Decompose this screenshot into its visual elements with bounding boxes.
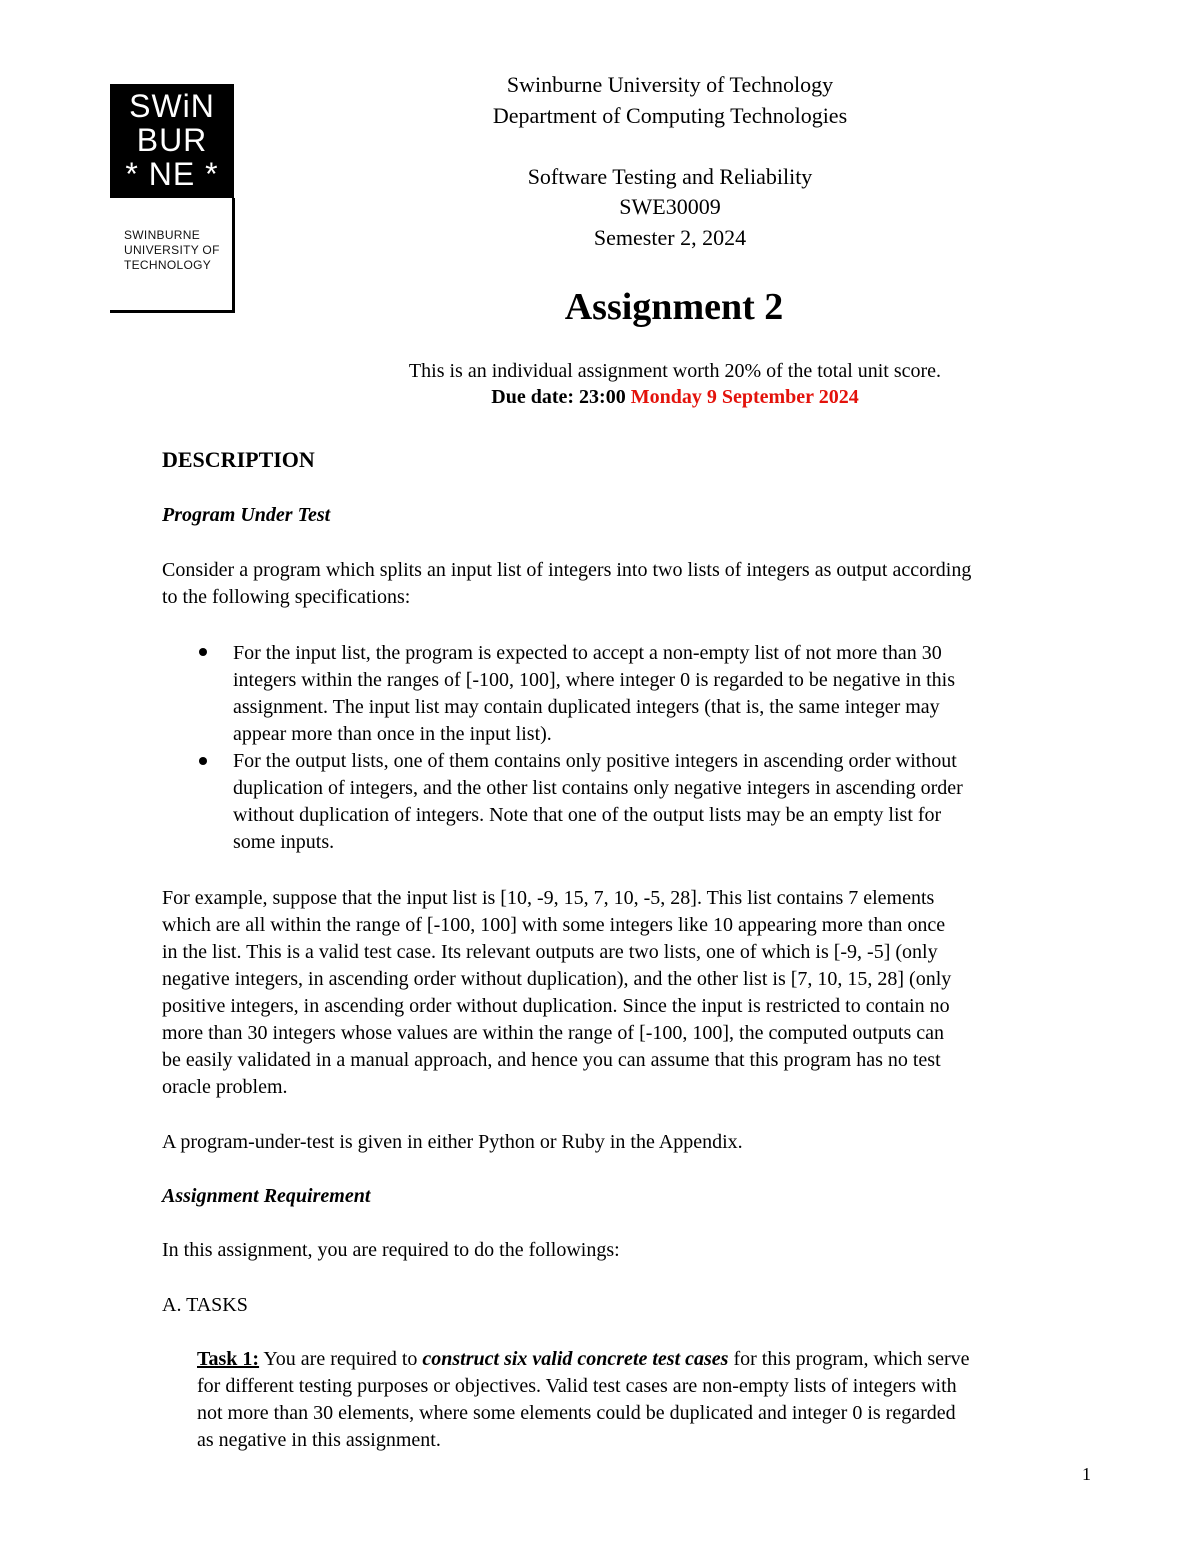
logo-wordmark-line-1: SWINBURNE bbox=[124, 228, 201, 242]
description-heading: DESCRIPTION bbox=[162, 447, 315, 472]
logo-mark-line-3: * NE * bbox=[125, 156, 219, 192]
task-1-emphasis: construct six valid concrete test cases bbox=[422, 1348, 729, 1370]
due-date-label: Due date: 23:00 bbox=[491, 386, 631, 408]
semester: Semester 2, 2024 bbox=[593, 225, 747, 250]
logo-wordmark-line-2: UNIVERSITY OF bbox=[124, 243, 220, 257]
assignment-requirement-heading: Assignment Requirement bbox=[162, 1185, 371, 1207]
logo-mark-line-1: SWiN bbox=[129, 88, 215, 124]
due-date-value: Monday 9 September 2024 bbox=[630, 386, 859, 408]
bullet-2-line: duplication of integers, and the other list contains only negative integers in ascending order bbox=[233, 777, 963, 799]
example-paragraph-line: which are all within the range of [-100, 100] with some integers like 10 appearing more than once bbox=[162, 914, 946, 936]
swinburne-logo bbox=[110, 84, 234, 312]
example-paragraph-line: be easily validated in a manual approach, and hence you can assume that this program has no test bbox=[162, 1049, 941, 1071]
appendix-note: A program-under-test is given in either Python or Ruby in the Appendix. bbox=[162, 1131, 743, 1153]
bullet-icon bbox=[199, 757, 207, 765]
task-1-label: Task 1: bbox=[197, 1348, 260, 1370]
bullet-1-line: appear more than once in the input list). bbox=[233, 723, 552, 745]
task-1-first-line bbox=[197, 1346, 970, 1373]
due-date-line bbox=[300, 386, 1050, 409]
requirement-intro: In this assignment, you are required to do the followings: bbox=[162, 1239, 620, 1261]
example-paragraph-line: more than 30 integers whose values are within the range of [-100, 100], the computed outputs can bbox=[162, 1022, 945, 1044]
task-1-text: for this program, which serve bbox=[728, 1348, 970, 1370]
example-paragraph-line: oracle problem. bbox=[162, 1076, 288, 1098]
unit-code: SWE30009 bbox=[619, 194, 721, 219]
logo-wordmark bbox=[124, 228, 234, 273]
university-name: Swinburne University of Technology bbox=[506, 72, 834, 97]
example-paragraph-line: positive integers, in ascending order without duplication. Since the input is restricted to contain no bbox=[162, 995, 950, 1017]
intro-paragraph-line: to the following specifications: bbox=[162, 586, 411, 608]
assignment-worth: This is an individual assignment worth 20% of the total unit score. bbox=[408, 360, 942, 382]
page-number: 1 bbox=[1082, 1464, 1091, 1484]
logo-mark bbox=[110, 84, 234, 198]
bullet-1-line: assignment. The input list may contain duplicated integers (that is, the same integer may bbox=[233, 696, 940, 718]
logo-wordmark-line-3: TECHNOLOGY bbox=[124, 258, 212, 272]
logo-mark-line-2: BUR bbox=[136, 122, 208, 158]
bullet-icon bbox=[199, 648, 207, 656]
department-name: Department of Computing Technologies bbox=[492, 103, 848, 128]
bullet-2-line: some inputs. bbox=[233, 831, 335, 853]
bullet-2-line: without duplication of integers. Note that one of the output lists may be an empty list for bbox=[233, 804, 942, 826]
bullet-1-line: integers within the ranges of [-100, 100], where integer 0 is regarded to be negative in this bbox=[233, 669, 956, 691]
task-1-text: You are required to bbox=[259, 1348, 423, 1370]
bullet-1-line: For the input list, the program is expected to accept a non-empty list of not more than 30 bbox=[233, 642, 942, 664]
task-1-line: not more than 30 elements, where some elements could be duplicated and integer 0 is regarded bbox=[197, 1402, 956, 1424]
example-paragraph-line: negative integers, in ascending order without duplication), and the other list is [7, 10, 15, 28] (only bbox=[162, 968, 952, 990]
example-paragraph-line: in the list. This is a valid test case. Its relevant outputs are two lists, one of which is [-9, -5] (only bbox=[162, 941, 938, 963]
page-title: Assignment 2 bbox=[564, 286, 784, 328]
section-a-heading: A. TASKS bbox=[162, 1294, 248, 1316]
unit-name: Software Testing and Reliability bbox=[527, 164, 813, 189]
bullet-2-line: For the output lists, one of them contains only positive integers in ascending order without bbox=[233, 750, 957, 772]
example-paragraph-line: For example, suppose that the input list is [10, -9, 15, 7, 10, -5, 28]. This list contains 7 elements bbox=[162, 887, 935, 909]
task-1-line: as negative in this assignment. bbox=[197, 1429, 441, 1451]
program-under-test-heading: Program Under Test bbox=[162, 504, 331, 526]
intro-paragraph-line: Consider a program which splits an input list of integers into two lists of integers as output according bbox=[162, 559, 972, 581]
task-1-line: for different testing purposes or objectives. Valid test cases are non-empty lists of integers with bbox=[197, 1375, 957, 1397]
